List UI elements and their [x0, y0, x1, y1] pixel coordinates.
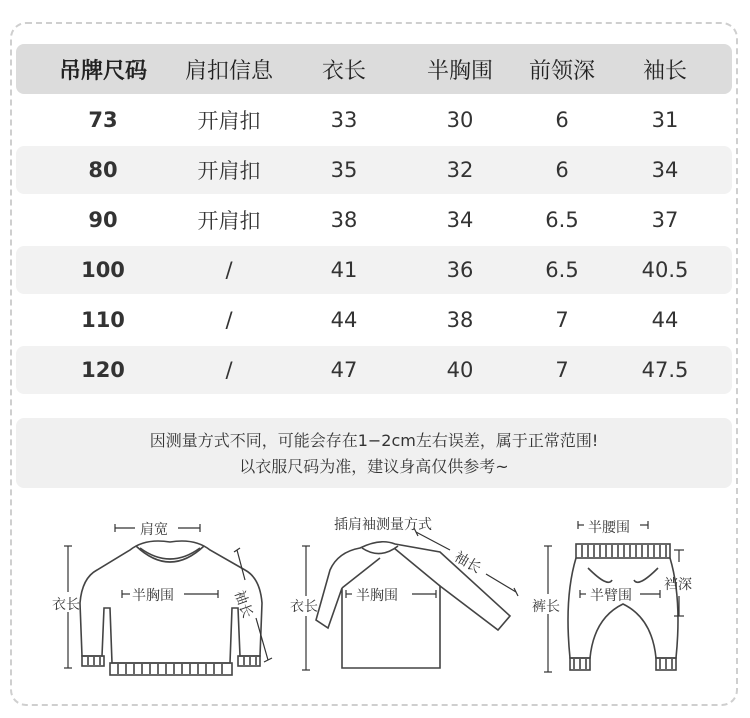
table-row	[16, 296, 732, 344]
table-header	[16, 44, 732, 94]
table-row	[16, 196, 732, 244]
cell-sleeve: 40.5	[641, 258, 689, 282]
table-row	[16, 346, 732, 394]
cell-size: 90	[88, 208, 118, 232]
cell-neck-depth: 7	[555, 358, 569, 382]
cell-neck-depth: 6	[555, 158, 569, 182]
cell-neck-depth: 7	[555, 308, 569, 332]
pants-waist-label: 半腰围	[588, 520, 630, 536]
cell-chest: 34	[446, 208, 474, 232]
cell-length: 44	[330, 308, 358, 332]
cell-shoulder-button: /	[225, 358, 233, 382]
cell-size: 110	[81, 308, 125, 332]
cell-shoulder-button: /	[225, 258, 233, 282]
cell-shoulder-button: 开肩扣	[197, 109, 261, 133]
cell-length: 47	[330, 358, 358, 382]
cell-neck-depth: 6	[555, 108, 569, 132]
sweater-length-label: 衣长	[52, 597, 80, 613]
raglan-illustration	[290, 508, 540, 688]
raglan-sleeve-label: 袖长	[451, 548, 484, 577]
table-row	[16, 146, 732, 194]
cell-sleeve: 47.5	[641, 358, 689, 382]
cell-size: 73	[88, 108, 118, 132]
cell-neck-depth: 6.5	[545, 208, 579, 232]
cell-chest: 30	[446, 108, 474, 132]
header-neck-depth: 前领深	[528, 58, 595, 84]
cell-length: 33	[330, 108, 358, 132]
cell-chest: 38	[446, 308, 474, 332]
measurement-note	[16, 418, 732, 488]
table-row	[16, 246, 732, 294]
pants-diagram	[528, 508, 728, 688]
pants-rise-label: 裆深	[664, 577, 692, 593]
note-line-1: 因测量方式不同，可能会存在1−2cm左右误差，属于正常范围!	[149, 431, 599, 450]
cell-shoulder-button: 开肩扣	[197, 159, 261, 183]
raglan-title: 插肩袖测量方式	[334, 517, 432, 533]
header-sleeve: 袖长	[642, 58, 687, 84]
cell-length: 38	[330, 208, 358, 232]
cell-size: 80	[88, 158, 118, 182]
cell-sleeve: 44	[651, 308, 679, 332]
raglan-chest-label: 半胸围	[356, 588, 398, 604]
sweater-diagram	[40, 508, 280, 688]
cell-chest: 36	[446, 258, 474, 282]
sweater-chest-label: 半胸围	[132, 588, 174, 604]
header-size: 吊牌尺码	[58, 58, 147, 84]
cell-sleeve: 37	[651, 208, 679, 232]
cell-neck-depth: 6.5	[545, 258, 579, 282]
cell-chest: 40	[446, 358, 474, 382]
cell-shoulder-button: /	[225, 308, 233, 332]
table-row	[16, 96, 732, 144]
pants-thigh-label: 半臂围	[590, 588, 632, 604]
pants-length-label: 裤长	[532, 599, 560, 615]
note-line-2: 以衣服尺码为准，建议身高仅供参考~	[239, 457, 509, 476]
cell-shoulder-button: 开肩扣	[197, 209, 261, 233]
raglan-length-label: 衣长	[290, 599, 318, 615]
cell-length: 35	[330, 158, 358, 182]
cell-sleeve: 31	[651, 108, 679, 132]
header-chest: 半胸围	[426, 58, 493, 84]
cell-size: 120	[81, 358, 125, 382]
sweater-shoulder-label: 肩宽	[140, 522, 168, 538]
cell-size: 100	[81, 258, 125, 282]
raglan-diagram	[290, 508, 540, 688]
cell-chest: 32	[446, 158, 474, 182]
sweater-sleeve-label: 袖长	[230, 588, 256, 621]
header-length: 衣长	[321, 58, 366, 84]
header-shoulder-button: 肩扣信息	[184, 58, 273, 84]
cell-length: 41	[330, 258, 358, 282]
cell-sleeve: 34	[651, 158, 679, 182]
